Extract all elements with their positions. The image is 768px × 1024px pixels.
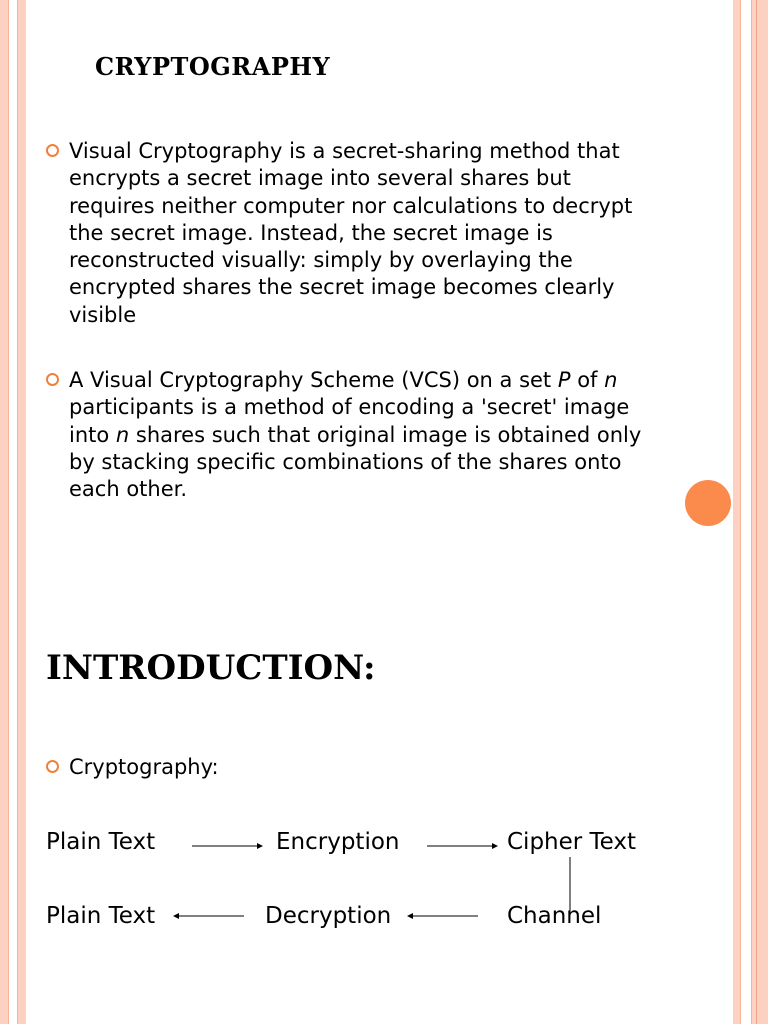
section-title: INTRODUCTION: xyxy=(46,648,376,688)
text-run: shares such that original image is obtained only by stacking specific combinations of the shares onto each other. xyxy=(69,422,642,502)
text-run: of xyxy=(570,368,605,392)
flow-cipher-text: Cipher Text xyxy=(507,829,637,855)
bullet-text: Cryptography: xyxy=(69,755,219,779)
text-run: participants is a method of encoding a 'secret' image into xyxy=(69,395,630,447)
flow-plain-text-top: Plain Text xyxy=(46,829,156,855)
text-run-italic: n xyxy=(604,368,618,392)
text-run-italic: P xyxy=(557,368,571,392)
flow-plain-text-bottom: Plain Text xyxy=(46,903,156,929)
text-run-italic: n xyxy=(115,422,130,447)
slide-title: CRYPTOGRAPHY xyxy=(95,52,331,81)
flow-decryption: Decryption xyxy=(265,903,392,929)
flow-encryption: Encryption xyxy=(276,829,400,855)
text-run: A Visual Cryptography Scheme (VCS) on a set xyxy=(69,368,558,392)
bullet-text: Visual Cryptography is a secret-sharing method that encrypts a secret image into several shares but requires neither computer nor calculations to decrypt the secret image. Instead, the secret image is reconstructed visually: simply by overlaying the encrypted shares the secret image becomes clearly visible xyxy=(69,139,633,327)
flow-channel: Channel xyxy=(507,903,602,929)
